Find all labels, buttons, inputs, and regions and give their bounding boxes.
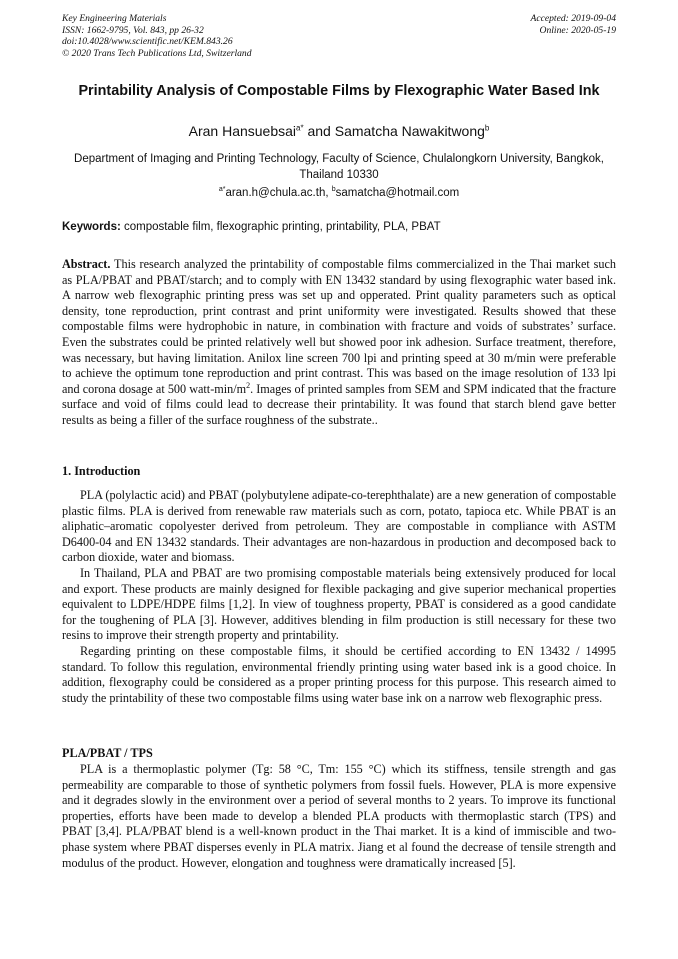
online-date: Online: 2020-05-19: [539, 24, 616, 36]
journal-name: Key Engineering Materials: [62, 13, 167, 24]
affiliation: Department of Imaging and Printing Technology, Faculty of Science, Chulalongkorn University, Bangkok, Thailand 10330: [74, 153, 604, 181]
abstract-text-continued: . Images of printed samples from SEM and SPM indicated that the fracture surface and void of films could lead to decrease their printability. It was found that starch blend gave better results as being a filler of the surface roughness of the substrate..: [62, 381, 616, 427]
author-name: Samatcha Nawakitwong: [334, 123, 485, 139]
author-emails: [62, 186, 616, 200]
section-heading-introduction: 1. Introduction: [62, 464, 141, 478]
body-paragraph: Regarding printing on these compostable films, it should be certified according to EN 13432 / 14995 standard. To follow this regulation, environmental friendly printing using water based ink is a good choice. In addition, flexography could be considered as a proper printing process for this purpose. This research aimed to study the printability of these two compostable films using water base ink on a narrow web flexographic press.: [62, 643, 616, 705]
body-paragraph: PLA is a thermoplastic polymer (Tg: 58 °C, Tm: 155 °C) which its stiffness, tensile strength and gas permeability are comparable to those of synthetic polymers from fossil fuels. However, PLA is more expensive and it degrades slowly in the environment over a period of several months to 2 years. To improve its functional properties, efforts have been made to develop a blended PLA products with thermoplastic starch (TPS) and PBAT [3,4]. PLA/PBAT blend is a well-known product in the Thai market. It is a kind of immiscible and two-phase system where PBAT disperses evenly in PLA matrix. Jiang et al found the decrease of tensile strength and modulus of the product. However, elongation and toughness were dramatically increased [5].: [62, 762, 616, 870]
abstract-label: Abstract.: [62, 257, 111, 271]
keywords: [62, 219, 616, 235]
paper-title: Printability Analysis of Compostable Films by Flexographic Water Based Ink: [78, 83, 600, 99]
abstract: [62, 257, 616, 429]
author-conjunction: and: [303, 123, 335, 139]
introduction-body: [62, 488, 616, 706]
body-paragraph: PLA (polylactic acid) and PBAT (polybutylene adipate-co-terephthalate) are a new generation of compostable plastic films. PLA is derived from renewable raw materials such as corn, potato, tapioca etc. While PBAT is an aliphatic–aromatic copolyester derived from petroleum. They are compostable in compliance with ASTM D6400-04 and EN 13432 standards. Their advantages are non-hazardous in production and decomposed back to carbon dioxide, water and biomass.: [62, 488, 616, 565]
abstract-superscript: 2: [246, 380, 251, 390]
email-separator: ,: [325, 187, 332, 199]
journal-header-left: [62, 13, 252, 59]
email-mark: a*: [218, 186, 226, 194]
keywords-text: compostable film, flexographic printing, printability, PLA, PBAT: [120, 221, 441, 233]
journal-issn: ISSN: 1662-9795, Vol. 843, pp 26-32: [62, 24, 204, 36]
journal-header-right: [530, 13, 616, 36]
subsection-heading-pla-pbat-tps: PLA/PBAT / TPS: [62, 746, 153, 760]
abstract-text: This research analyzed the printability of compostable films commercialized in the Thai market such as PLA/PBAT and PBAT/starch; and to comply with EN 13432 standard by using flexographic water based ink. A narrow web flexographic printing press was set up and opperated. Print quality parameters such as optical density, tone reproduction, print contrast and print uniformity were investigated. Results showed that these compostable films were hydrophobic in nature, in combination with fracture and voids of substrates’ surface. Even the substrates could be printed relatively well but showed poor ink adhesion. Surface treatment, therefore, was necessary, but having limitation. Anilox line screen 700 lpi and printing speed at 30 m/min were preferable to achieve the optimum tone reproduction and print contrast. This was based on the image resolution of 133 lpi and corona dosage at 500 watt-min/m: [62, 257, 616, 396]
abstract-paragraph: [62, 257, 616, 429]
email-link: samatcha@hotmail.com: [335, 187, 460, 199]
keywords-label: Keywords:: [62, 221, 121, 233]
author-name: Aran Hansuebsai: [188, 123, 297, 139]
author-list: [62, 122, 616, 140]
journal-copyright: © 2020 Trans Tech Publications Ltd, Switzerland: [62, 47, 252, 59]
body-paragraph: In Thailand, PLA and PBAT are two promising compostable materials being extensively produced for local and export. These products are mainly designed for flexible packaging and give superior mechanical properties equivalent to LDPE/HDPE films [1,2]. In view of toughness property, PBAT is considered as a good candidate for the toughening of PLA [3]. However, additives blending in film production is still necessary for these two resins to improve their strength property and printability.: [62, 565, 616, 643]
email-mark: b: [331, 186, 336, 194]
email-link: aran.h@chula.ac.th: [225, 187, 326, 199]
pla-section-body: [62, 762, 616, 871]
author-affiliation-mark: a*: [296, 123, 304, 133]
journal-doi: doi:10.4028/www.scientific.net/KEM.843.26: [62, 36, 233, 48]
accepted-date: Accepted: 2019-09-04: [530, 13, 616, 24]
author-affiliation-mark: b: [484, 123, 490, 133]
